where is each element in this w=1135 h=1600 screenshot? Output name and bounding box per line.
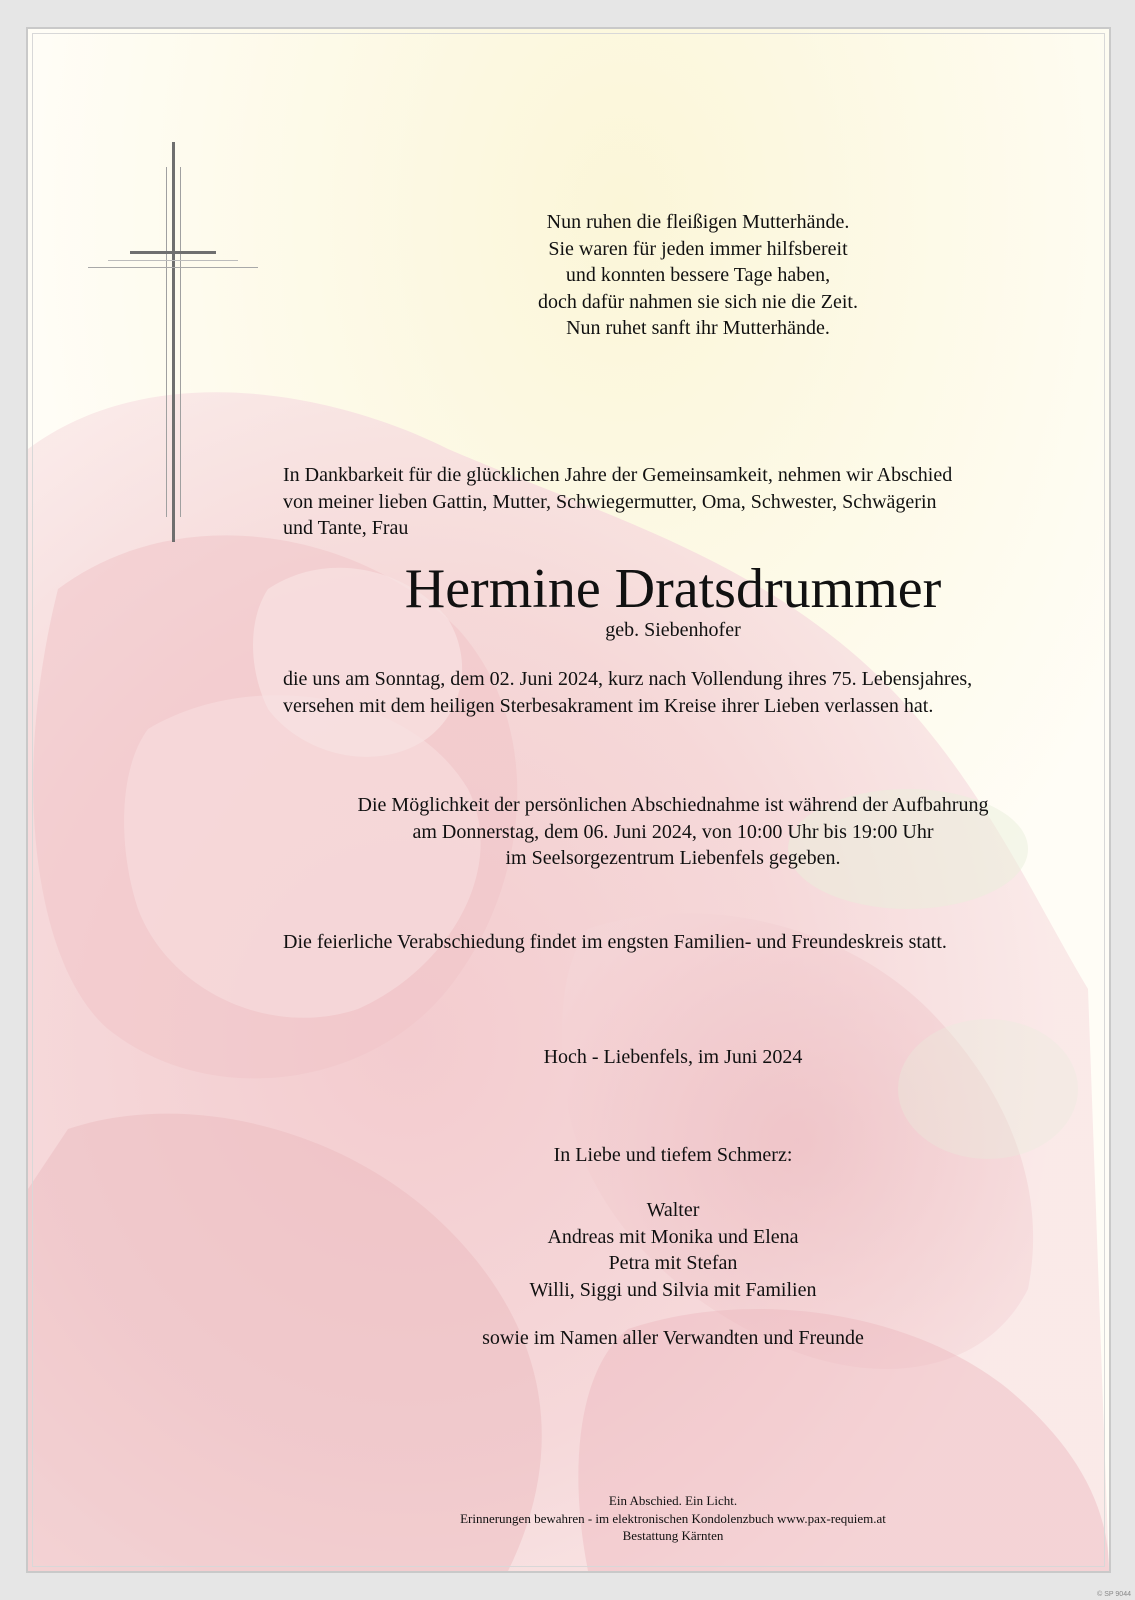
viewing-line: am Donnerstag, dem 06. Juni 2024, von 10:00 Uhr bis 19:00 Uhr [412,820,934,843]
mourner: Petra mit Stefan [608,1252,738,1274]
mourner: Andreas mit Monika und Elena [547,1225,799,1248]
place-date: Hoch - Liebenfels, im Juni 2024 [543,1046,803,1068]
death-paragraph [283,666,1083,719]
verse-line: Nun ruhen die fleißigen Mutterhände. [546,211,850,233]
verse-line: Nun ruhet sanft ihr Mutterhände. [566,317,830,339]
verse-line: Sie waren für jeden immer hilfsbereit [548,237,848,260]
intro-line: In Dankbarkeit für die glücklichen Jahre der Gemeinsamkeit, nehmen wir Abschied [283,464,953,486]
footer [283,1492,1063,1545]
obituary-card [26,27,1111,1573]
footer-line: Erinnerungen bewahren - im elektronischen Kondolenzbuch www.pax-requiem.at [460,1510,886,1526]
viewing-line: Die Möglichkeit der persönlichen Abschiednahme ist während der Aufbahrung [357,794,989,816]
verse-line: doch dafür nahmen sie sich nie die Zeit. [538,290,858,313]
maiden-name: geb. Siebenhofer [605,619,741,641]
mourners-list [283,1197,1063,1303]
template-code: © SP 9044 [1097,1591,1131,1598]
death-line: versehen mit dem heiligen Sterbesakrament im Kreise ihrer Lieben verlassen hat. [283,694,934,717]
verse-line: und konnten bessere Tage haben, [565,264,831,286]
intro-line: von meiner lieben Gattin, Mutter, Schwiegermutter, Oma, Schwester, Schwägerin [283,490,937,513]
deceased-name: Hermine Dratsdrummer [404,558,942,620]
relatives-note: sowie im Namen aller Verwandten und Freunde [482,1327,864,1349]
mourning-intro: In Liebe und tiefem Schmerz: [553,1144,793,1166]
ceremony-info: Die feierliche Verabschiedung findet im engsten Familien- und Freundeskreis statt. [283,931,947,953]
intro-line: und Tante, Frau [283,517,409,539]
death-line: die uns am Sonntag, dem 02. Juni 2024, kurz nach Vollendung ihres 75. Lebensjahres, [283,668,973,690]
mourner: Walter [646,1199,700,1221]
footer-line: Bestattung Kärnten [622,1528,724,1543]
viewing-line: im Seelsorgezentrum Liebenfels gegeben. [505,847,841,869]
footer-line: Ein Abschied. Ein Licht. [608,1493,738,1508]
mourner: Willi, Siggi und Silvia mit Familien [529,1278,817,1301]
viewing-info [283,792,1063,872]
intro-paragraph [283,462,1083,542]
memorial-verse [468,209,928,342]
